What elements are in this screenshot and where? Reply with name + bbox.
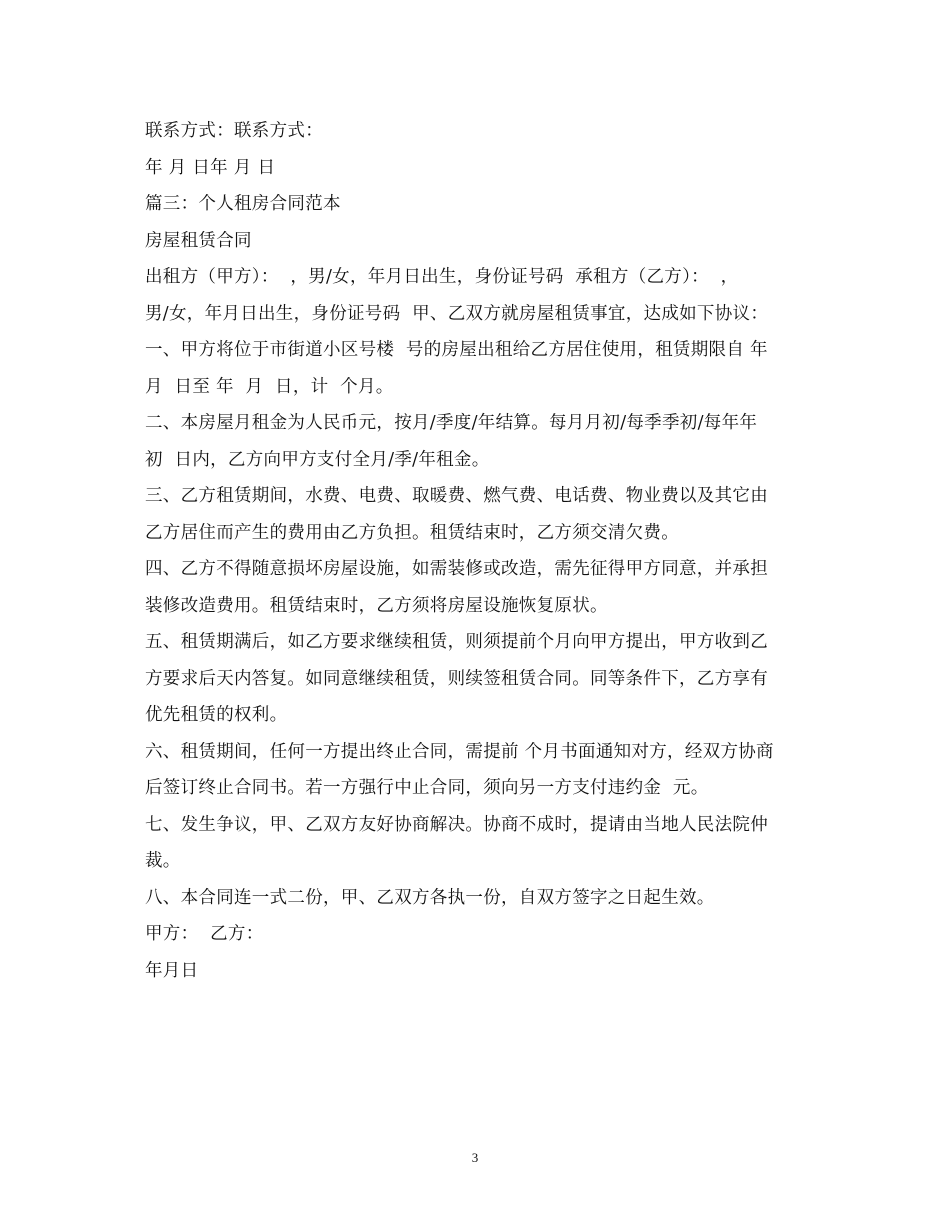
clause-5-line-2: 方要求后天内答复。如同意继续租赁，则续签租赁合同。同等条件下，乙方享有	[145, 668, 768, 689]
clause-4-line-2: 装修改造费用。租赁结束时，乙方须将房屋设施恢复原状。	[145, 595, 608, 616]
document-body	[145, 113, 805, 989]
clause-3-line-1: 三、乙方租赁期间，水费、电费、取暖费、燃气费、电话费、物业费以及其它由	[145, 486, 768, 506]
clause-6-line-1: 六、租赁期间，任何一方提出终止合同，需提前 个月书面通知对方，经双方协商	[145, 741, 774, 762]
parties-line-2: 男/女，年月日出生，身份证号码 甲、乙双方就房屋租赁事宜，达成如下协议：	[145, 303, 769, 324]
clause-7-line-2: 裁。	[145, 851, 181, 871]
signature-date-line: 年月日	[145, 960, 199, 981]
contract-title: 房屋租赁合同	[145, 230, 252, 251]
clause-2-line-1: 二、本房屋月租金为人民币元，按月/季度/年结算。每月月初/每季季初/每年年	[145, 413, 758, 433]
clause-6-line-2: 后签订终止合同书。若一方强行中止合同，须向另一方支付违约金 元。	[145, 778, 709, 798]
clause-4-line-1: 四、乙方不得随意损坏房屋设施，如需装修或改造，需先征得甲方同意，并承担	[145, 559, 768, 579]
parties-line-1: 出租方（甲方）： ，男/女，年月日出生，身份证号码 承租方（乙方）： ，	[145, 267, 739, 287]
clause-1-line-1: 一、甲方将位于市街道小区号楼 号的房屋出租给乙方居住使用，租赁期限自 年	[145, 340, 768, 360]
date-line: 年 月 日年 月 日	[145, 157, 276, 178]
clause-1-line-2: 月 日至 年 月 日，计 个月。	[145, 376, 394, 397]
section-heading: 篇三：个人租房合同范本	[145, 194, 341, 214]
clause-5-line-1: 五、租赁期满后，如乙方要求继续租赁，则须提前个月向甲方提出，甲方收到乙	[145, 632, 768, 652]
clause-7-line-1: 七、发生争议，甲、乙双方友好协商解决。协商不成时，提请由当地人民法院仲	[145, 814, 768, 835]
signature-line: 甲方： 乙方：	[145, 924, 264, 944]
clause-8-line: 八、本合同连一式二份，甲、乙双方各执一份，自双方签字之日起生效。	[145, 887, 715, 908]
clause-5-line-3: 优先租赁的权利。	[145, 705, 288, 725]
clause-3-line-2: 乙方居住而产生的费用由乙方负担。租赁结束时，乙方须交清欠费。	[145, 522, 679, 543]
contact-info-line: 联系方式：联系方式：	[145, 121, 323, 141]
clause-2-line-2: 初 日内，乙方向甲方支付全月/季/年租金。	[145, 449, 490, 470]
page-number: 3	[471, 1150, 479, 1165]
